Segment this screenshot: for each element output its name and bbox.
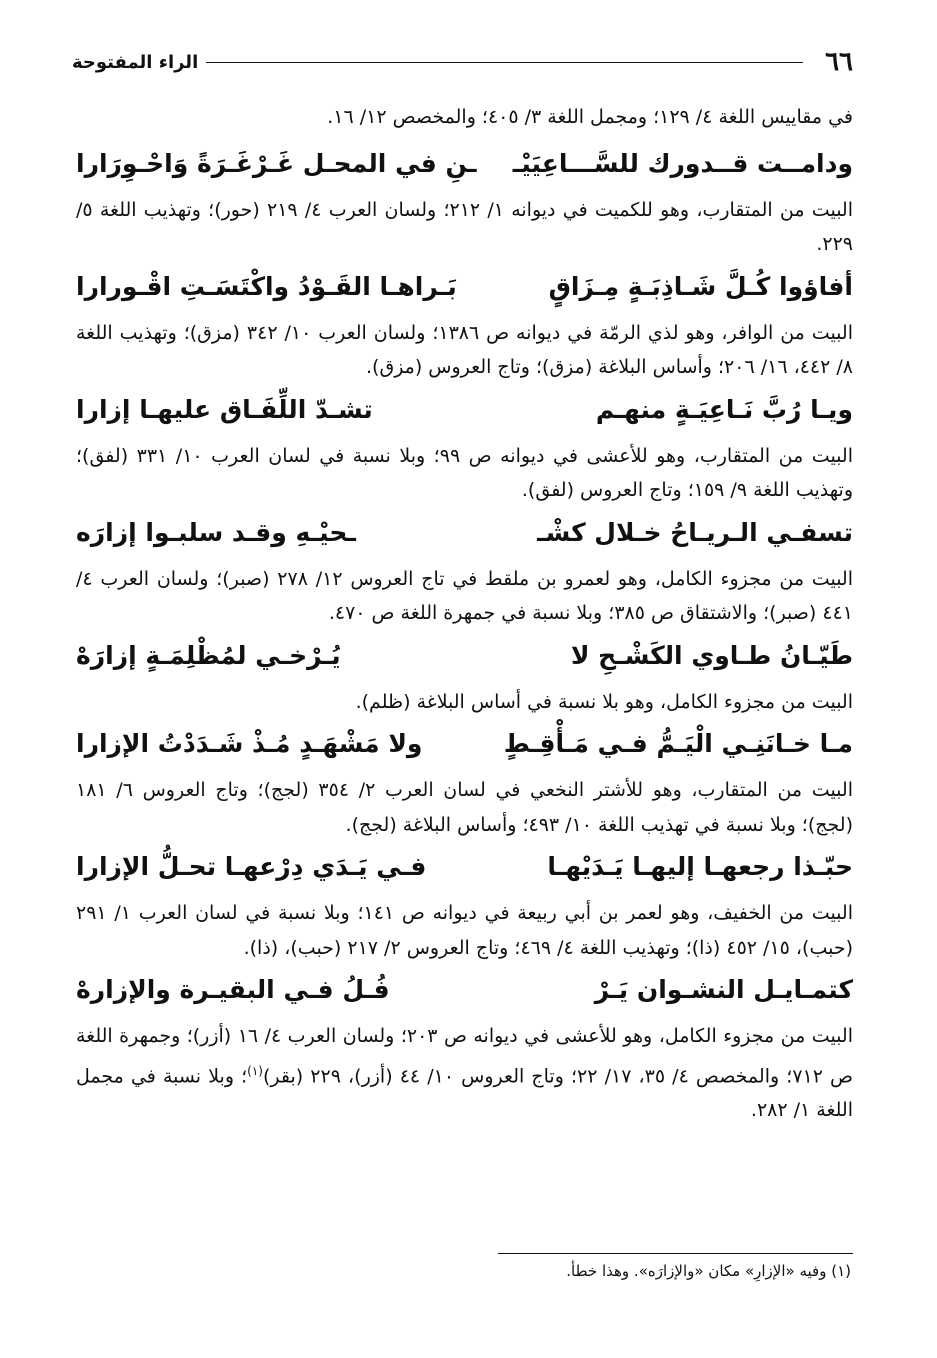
entry xyxy=(76,508,853,631)
verse-first-hemistich: أفاؤوا كُـلَّ شَـاذِبَـةٍ مِـزَاقٍ xyxy=(548,271,853,301)
entry xyxy=(76,262,853,385)
verse-line xyxy=(76,965,853,1019)
verse-first-hemistich: طَيّـانُ طـاوي الكَشْـحِ لا xyxy=(570,640,853,670)
page-content xyxy=(76,100,853,1128)
entry xyxy=(76,965,853,1128)
verse-second-hemistich: ـنِ في المحـل غَـرْغَـرَةً وَاحْـوِرَارا xyxy=(76,148,477,178)
footnote-marker: (١) xyxy=(247,1063,263,1078)
verse-second-hemistich: فُـلُ فـي البقيـرة والإزارهْ xyxy=(76,975,390,1004)
verse-second-hemistich: فـي يَـدَي دِرْعهـا تحـلُّ الإزارا xyxy=(76,852,427,881)
verse-second-hemistich: ولا مَشْهَـدٍ مُـذْ شَـدَدْتُ الإزارا xyxy=(76,729,423,758)
entry xyxy=(76,385,853,508)
entry xyxy=(76,139,853,262)
verse-first-hemistich: ودامــت قــدورك للسَّـــاعِيَيْـ xyxy=(512,148,853,178)
verse-second-hemistich: تشـدّ اللِّفَـاق عليهـا إزارا xyxy=(76,394,373,424)
verse-line xyxy=(76,508,853,562)
verse-commentary: البيت من المتقارب، وهو للأشتر النخعي في لسان العرب ٢/ ٣٥٤ (لجج)؛ وتاج العروس ٦/ ١٨١ (لجج)؛ وبلا نسبة في تهذيب اللغة ١٠/ ٤٩٣؛ وأساس البلاغة (لجج). xyxy=(76,779,853,836)
verse-line xyxy=(76,631,853,685)
verse-first-hemistich: ويـا رُبَّ نَـاعِيَـةٍ منهـم xyxy=(595,394,853,424)
entry xyxy=(76,842,853,965)
verse-first-hemistich: مـا خـانَنِـي الْيَـمُّ فـي مَـأْقِـطٍ xyxy=(503,729,853,758)
verse-commentary: البيت من الوافر، وهو لذي الرمّة في ديوانه ص ١٣٨٦؛ ولسان العرب ١٠/ ٣٤٢ (مزق)؛ وتهذيب اللغة ٨/ ٤٤٢، ١٦/ ٢٠٦؛ وأساس البلاغة (مزق)؛ وتاج العروس (مزق). xyxy=(76,321,853,378)
lead-text: في مقاييس اللغة ٤/ ١٢٩؛ ومجمل اللغة ٣/ ٤٠٥؛ والمخصص ١٢/ ١٦. xyxy=(327,106,853,128)
verse-first-hemistich: حبّـذا رجعهـا إليهـا يَـدَيْهـا xyxy=(547,852,853,881)
verse-commentary: البيت من المتقارب، وهو للكميت في ديوانه ١/ ٢١٢؛ ولسان العرب ٤/ ٢١٩ (حور)؛ وتهذيب اللغة ٥/ ٢٢٩. xyxy=(76,198,853,255)
entry xyxy=(76,719,853,842)
verse-commentary: البيت من الخفيف، وهو لعمر بن أبي ربيعة في ديوانه ص ١٤١؛ وبلا نسبة في لسان العرب ١/ ٢٩١ (حبب)، ١٥/ ٤٥٢ (ذا)؛ وتهذيب اللغة ٤/ ٤٦٩؛ وتاج العروس ٢/ ٢١٧ (حبب)، (ذا). xyxy=(76,902,853,959)
commentary-text: البيت من مجزوء الكامل، وهو للأعشى في ديوانه ص ٢٠٣؛ ولسان العرب ٤/ ١٦ (أزر)؛ وجمهرة اللغة ص ٧١٢؛ والمخصص ٤/ ٣٥، ١٧/ ٢٢؛ وتاج العروس ١٠/ ٤٤ (أزر)، ٢٢٩ (بقر) xyxy=(76,1025,854,1087)
verse-commentary: البيت من المتقارب، وهو للأعشى في ديوانه ص ٩٩؛ وبلا نسبة في لسان العرب ١٠/ ٣٣١ (لفق)؛ وتهذيب اللغة ٩/ ١٥٩؛ وتاج العروس (لفق). xyxy=(76,444,853,501)
verse-line xyxy=(76,719,853,773)
verse-line xyxy=(76,385,853,439)
verse-second-hemistich: يُـرْخـي لمُظْلِمَـةٍ إزارَهْ xyxy=(76,640,341,670)
footnote-divider xyxy=(498,1253,853,1254)
verse-commentary xyxy=(76,1019,853,1128)
verse-first-hemistich: تسفـي الـريـاحُ خـلال كشْـ xyxy=(537,517,853,547)
page-number: ٦٦ xyxy=(825,47,853,77)
verse-line xyxy=(76,842,853,896)
chapter-title: الراء المفتوحة xyxy=(72,51,199,73)
verse-second-hemistich: بَـراهـا القَـوْدُ واكْتَسَـتِ اقْـورارا xyxy=(76,271,457,301)
commentary-text: ؛ وبلا نسبة في مجمل اللغة ١/ ٢٨٢. xyxy=(76,1064,853,1122)
verse-second-hemistich: ـحيْـهِ وقـد سلبـوا إزارَه xyxy=(76,517,356,547)
verse-line xyxy=(76,139,853,193)
page-header xyxy=(72,42,853,82)
header-rule xyxy=(206,62,803,63)
entry xyxy=(76,631,853,720)
verse-first-hemistich: كتمـايـل النشـوان يَـرْ xyxy=(594,975,853,1004)
footnote: (١) وفيه «الإزارِ» مكان «والإزارَه». وهذا خطأ. xyxy=(566,1262,851,1280)
verse-line xyxy=(76,262,853,316)
verse-commentary: البيت من مجزوء الكامل، وهو بلا نسبة في أساس البلاغة (ظلم). xyxy=(355,690,853,713)
verse-commentary: البيت من مجزوء الكامل، وهو لعمرو بن ملقط في تاج العروس ١٢/ ٢٧٨ (صبر)؛ ولسان العرب ٤/ ٤٤١ (صبر)؛ والاشتقاق ص ٣٨٥؛ وبلا نسبة في جمهرة اللغة ص ٤٧٠. xyxy=(76,567,853,624)
